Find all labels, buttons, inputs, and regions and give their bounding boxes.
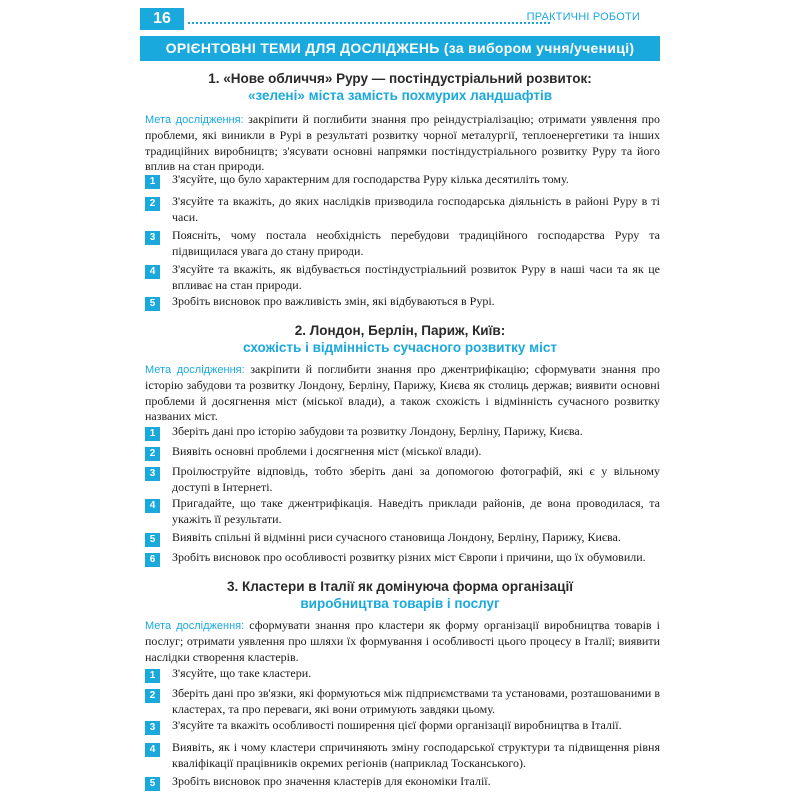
task-text: Зробіть висновок про важливість змін, які відбуваються в Рурі. [172, 294, 495, 308]
topic-3-task-2 [145, 686, 660, 717]
task-text: З'ясуйте, що таке кластери. [172, 666, 312, 680]
task-number: 5 [145, 533, 160, 547]
task-number: 2 [145, 197, 160, 211]
topic-3-title-line2: виробництва товарів і послуг [300, 596, 500, 611]
topic-3-goal-text: сформувати знання про кластери як форму організації виробництва товарів і послуг; отримати уявлення про шляхи їх формування і особливості цього процесу в Італії; виявити наслідки створення кластерів. [145, 618, 661, 664]
topic-1-title [140, 70, 660, 104]
header-divider [188, 22, 550, 24]
task-number: 1 [145, 669, 160, 683]
topic-3-task-1 [145, 666, 660, 682]
task-number: 2 [145, 447, 160, 461]
task-text: З'ясуйте, що було характерним для господарства Руру кілька десятиліть тому. [172, 172, 569, 186]
task-number: 3 [145, 231, 160, 245]
task-text: Проілюструйте відповідь, тобто зберіть дані за допомогою фотографій, які є у вільному доступі в Інтернеті. [172, 464, 660, 494]
topic-1-goal-text: закріпити й поглибити знання про реіндустріалізацію; отримати уявлення про проблеми, які виникли в Рурі в результаті розвитку чорної металургії, теплоенергетики та інших традиційних виробництв; з'ясувати основні напрямки постіндустріального розвитку Руру та його вплив на стан природи. [145, 112, 661, 173]
task-number: 2 [145, 689, 160, 703]
task-number: 3 [145, 467, 160, 481]
task-text: З'ясуйте та вкажіть, як відбувається постіндустріальний розвиток Руру в наші часи та як це впливає на стан природи. [172, 262, 660, 292]
task-text: Зробіть висновок про особливості розвитку різних міст Європи і причини, що їх обумовили. [172, 550, 646, 564]
topic-2-task-2 [145, 444, 660, 460]
topic-2-title-line1: 2. Лондон, Берлін, Париж, Київ: [294, 323, 506, 338]
task-text: Виявіть, як і чому кластери спричиняють зміну господарської структури та підвищення рівня кваліфікації працівників окремих регіонів (наприклад Тосканського). [172, 740, 660, 770]
task-text: Зберіть дані про історію забудови та розвитку Лондону, Берліну, Парижу, Києва. [172, 424, 583, 438]
topic-1-title-line2: «зелені» міста замість похмурих ландшафтів [247, 88, 553, 103]
section-name: ПРАКТИЧНІ РОБОТИ [526, 11, 640, 23]
topic-2-title-line2: схожість і відмінність сучасного розвитку міст [243, 340, 557, 355]
topic-1-task-4 [145, 262, 660, 293]
goal-label: Мета дослідження: [145, 364, 245, 376]
topic-1-task-5 [145, 294, 660, 310]
topic-2-task-3 [145, 464, 660, 495]
topic-1-title-line1: 1. «Нове обличчя» Руру — постіндустріальний розвиток: [208, 71, 592, 86]
topic-2-goal-text: закріпити й поглибити знання про джентрифікацію; сформувати знання про історію забудови та розвитку Лондону, Берліну, Парижу, Києва як столиць держав; виявити основні проблеми й досягнення міст (міської влади), а також схожість і відмінність сучасного розвитку названих міст. [145, 362, 660, 423]
task-text: Зробіть висновок про значення кластерів для економіки Італії. [172, 774, 491, 788]
task-text: Зберіть дані про зв'язки, які формуються між підприємствами та установами, розташованими в кластерах, та про переваги, які вони отримують завдяки цьому. [172, 686, 660, 716]
task-number: 3 [145, 721, 160, 735]
task-number: 4 [145, 265, 160, 279]
topic-2-task-5 [145, 530, 660, 546]
topics-banner: ОРІЄНТОВНІ ТЕМИ ДЛЯ ДОСЛІДЖЕНЬ (за вибором учня/учениці) [140, 36, 660, 61]
topic-1-task-2 [145, 194, 660, 225]
topic-2-task-1 [145, 424, 660, 440]
page-header [140, 8, 640, 30]
task-number: 5 [145, 297, 160, 311]
task-number: 4 [145, 743, 160, 757]
topic-3-goal [145, 618, 660, 665]
topic-1-task-3 [145, 228, 660, 259]
task-text: Виявіть основні проблеми і досягнення міст (міської влади). [172, 444, 482, 458]
task-number: 1 [145, 175, 160, 189]
goal-label: Мета дослідження: [145, 620, 245, 632]
task-number: 4 [145, 499, 160, 513]
task-number: 6 [145, 553, 160, 567]
topic-3-task-5 [145, 774, 660, 790]
task-text: Виявіть спільні й відмінні риси сучасного становища Лондону, Берліну, Парижу, Києва. [172, 530, 621, 544]
task-text: Пригадайте, що таке джентрифікація. Наведіть приклади районів, де вона проводилася, та укажіть її результати. [172, 496, 660, 526]
topic-3-title-line1: 3. Кластери в Італії як домінуюча форма організації [226, 579, 574, 594]
topic-1-task-1 [145, 172, 660, 188]
topic-3-title [140, 578, 660, 612]
topic-2-task-6 [145, 550, 660, 566]
task-number: 5 [145, 777, 160, 791]
topic-3-task-4 [145, 740, 660, 771]
topic-3-task-3 [145, 718, 660, 734]
page-number: 16 [140, 8, 184, 30]
topic-2-task-4 [145, 496, 660, 527]
topic-1-goal [145, 112, 660, 174]
goal-label: Мета дослідження: [145, 114, 244, 126]
topic-2-title [140, 322, 660, 356]
task-text: З'ясуйте та вкажіть особливості поширення цієї форми організації виробництва в Італії. [172, 718, 622, 732]
topic-2-goal [145, 362, 660, 424]
task-text: Поясніть, чому постала необхідність перебудови традиційного господарства Руру та підвищилася увага до стану природи. [172, 228, 660, 258]
task-number: 1 [145, 427, 160, 441]
task-text: З'ясуйте та вкажіть, до яких наслідків призводила господарська діяльність в районі Руру в ті часи. [172, 194, 660, 224]
